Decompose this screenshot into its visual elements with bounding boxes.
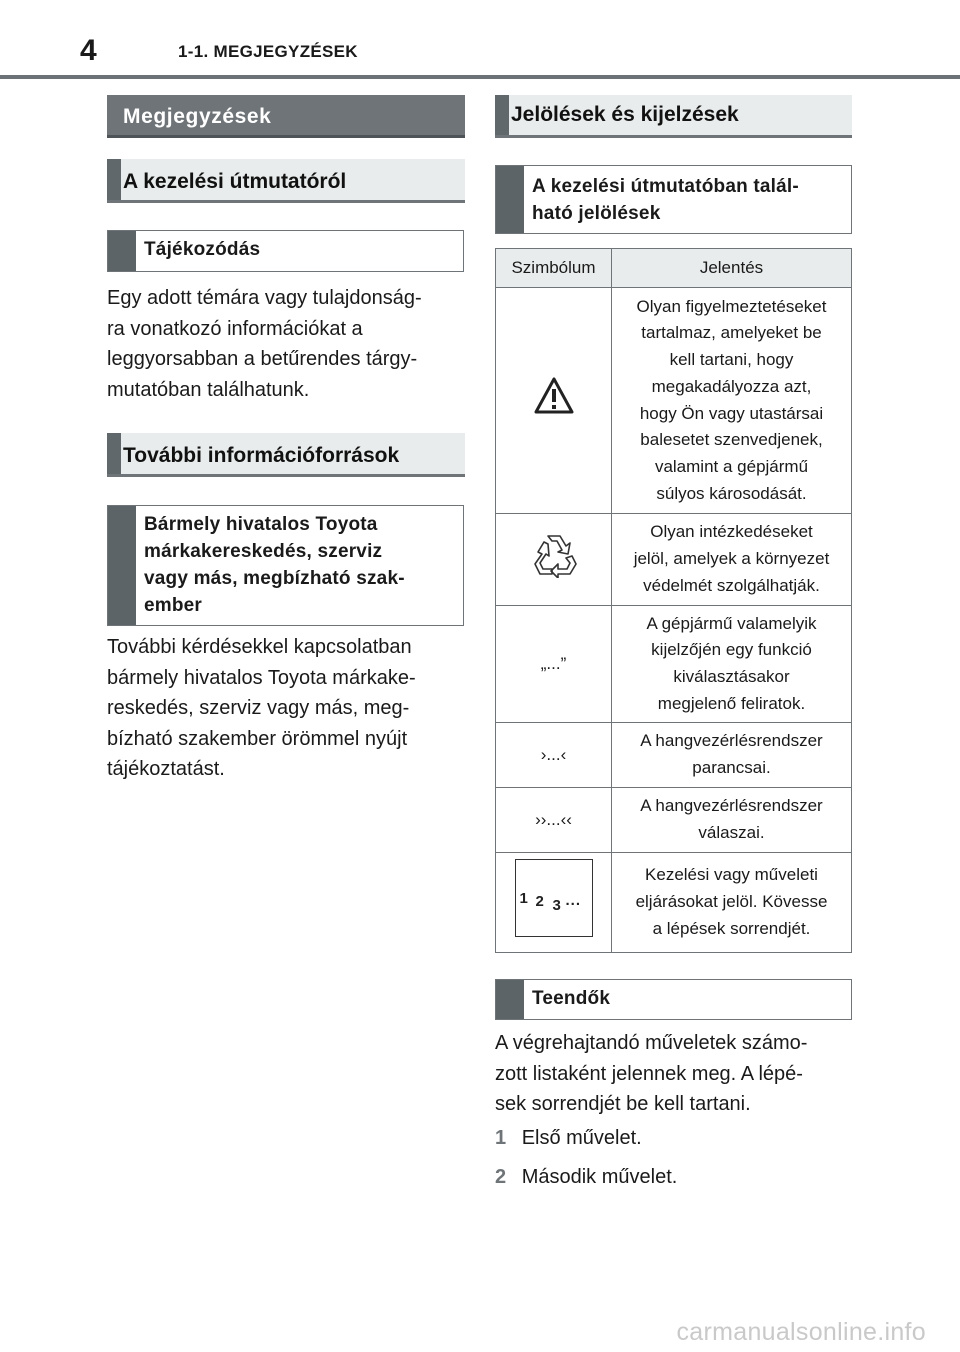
symbol-cell: „...” xyxy=(496,606,612,723)
text-line: kell tartani, hogy xyxy=(669,350,794,370)
watermark: carmanualsonline.info xyxy=(676,1318,926,1346)
text-line: jelöl, amelyek a környezet xyxy=(633,549,830,569)
symbol-cell: ››...‹‹ xyxy=(496,788,612,853)
step-text: Első művelet. xyxy=(521,1127,642,1149)
table-row xyxy=(496,288,852,514)
table-row xyxy=(496,853,852,953)
text-line: kijelzőjén egy funkció xyxy=(651,640,812,660)
meaning-cell xyxy=(612,788,852,853)
step-item xyxy=(495,1123,642,1154)
paragraph-dealer xyxy=(107,632,467,785)
text-line: kiválasztásakor xyxy=(673,667,790,686)
text-line: tájékoztatást. xyxy=(107,758,225,780)
table-header-row xyxy=(496,249,852,288)
text-line: megjelenő feliratok. xyxy=(657,693,806,713)
steps-icon xyxy=(515,859,593,937)
text-line: leggyorsabban a betűrendes tárgy- xyxy=(107,348,418,370)
text-line: zott listaként jelennek meg. A lépé- xyxy=(495,1062,803,1085)
symbol-cell xyxy=(496,853,612,953)
text-line: megakadályozza azt, xyxy=(651,376,812,396)
text-line: Bármely hivatalos Toyota xyxy=(144,514,378,535)
meaning-cell xyxy=(612,606,852,723)
step-glyph: 2 xyxy=(535,893,544,911)
chapter-title-symbols xyxy=(495,95,852,138)
text-line: ra vonatkozó információkat a xyxy=(107,317,363,340)
section-heading-sources xyxy=(107,433,465,477)
text-line: A gépjármű valamelyik xyxy=(646,613,817,633)
step-item xyxy=(495,1162,677,1193)
heading-accent-bar xyxy=(107,433,121,474)
box-accent-bar xyxy=(496,980,524,1019)
meaning-cell xyxy=(612,514,852,606)
section-heading-text: Jelölések és kijelzések xyxy=(511,103,739,126)
chapter-title: Megjegyzések xyxy=(107,95,465,138)
meaning-cell xyxy=(612,853,852,953)
step-number: 2 xyxy=(495,1166,507,1188)
text-line: tartalmaz, amelyeket be xyxy=(641,323,822,343)
meaning-cell xyxy=(612,288,852,514)
text-line: Olyan intézkedéseket xyxy=(650,522,813,542)
text-line: balesetet szenvedjenek, xyxy=(640,430,823,450)
subheading-text: Teendők xyxy=(532,988,611,1009)
subheading-text xyxy=(144,511,457,619)
subheading-text xyxy=(532,173,845,227)
table-row xyxy=(496,514,852,606)
subheading-text: Tájékozódás xyxy=(144,239,261,260)
meaning-cell xyxy=(612,723,852,788)
warning-triangle-icon xyxy=(534,377,574,415)
step-glyph: 1 xyxy=(519,890,528,908)
symbol-cell: ›...‹ xyxy=(496,723,612,788)
text-line: Egy adott témára vagy tulajdonság- xyxy=(107,287,422,309)
text-line: parancsai. xyxy=(692,758,771,777)
text-line: eljárásokat jelöl. Kövesse xyxy=(635,892,828,912)
column-header-symbol: Szimbólum xyxy=(496,249,612,288)
step-text: Második művelet. xyxy=(521,1166,678,1188)
box-accent-bar xyxy=(496,166,524,233)
paragraph-tasks xyxy=(495,1028,855,1120)
heading-accent-bar xyxy=(495,95,509,135)
text-line: sek sorrendjét be kell tartani. xyxy=(495,1093,751,1115)
table-row xyxy=(496,606,852,723)
heading-accent-bar xyxy=(107,159,121,200)
box-accent-bar xyxy=(108,231,136,271)
subheading-box-dealer xyxy=(107,505,464,626)
subheading-box-symbols xyxy=(495,165,852,234)
text-line: hogy Ön vagy utastársai xyxy=(639,403,824,423)
text-line: ember xyxy=(144,595,203,616)
text-line: bízható szakember örömmel nyújt xyxy=(107,727,408,750)
column-header-meaning: Jelentés xyxy=(612,249,852,288)
symbols-table xyxy=(495,248,852,953)
text-line: márkakereskedés, szerviz xyxy=(144,541,383,562)
subheading-box-tasks xyxy=(495,979,852,1020)
subheading-box-orientation xyxy=(107,230,464,272)
step-number: 1 xyxy=(495,1127,507,1149)
text-line: További kérdésekkel kapcsolatban xyxy=(107,636,412,658)
section-heading-manual xyxy=(107,159,465,203)
text-line: mutatóban találhatunk. xyxy=(107,378,310,401)
text-line: A kezelési útmutatóban talál- xyxy=(532,176,799,197)
page-number: 4 xyxy=(80,34,97,67)
text-line: A hangvezérlésrendszer xyxy=(640,731,823,751)
text-line: Olyan figyelmeztetéseket xyxy=(636,296,827,316)
text-line: bármely hivatalos Toyota márkake- xyxy=(107,666,416,689)
text-line: ható jelölések xyxy=(532,203,661,224)
header-divider xyxy=(0,75,960,79)
step-glyph: ... xyxy=(565,892,582,910)
text-line: A hangvezérlésrendszer xyxy=(640,796,823,816)
text-line: súlyos károsodását. xyxy=(656,483,807,503)
table-row xyxy=(496,788,852,853)
text-line: Kezelési vagy műveleti xyxy=(645,865,818,885)
table-row xyxy=(496,723,852,788)
section-heading-text: További információforrások xyxy=(123,444,400,467)
recycle-icon xyxy=(530,532,578,578)
text-line: védelmét szolgálhatják. xyxy=(643,575,820,595)
section-title: 1-1. MEGJEGYZÉSEK xyxy=(178,42,358,61)
text-line: válaszai. xyxy=(698,823,765,842)
step-glyph: 3 xyxy=(552,897,561,915)
text-line: reskedés, szerviz vagy más, meg- xyxy=(107,697,410,719)
symbol-cell xyxy=(496,514,612,606)
paragraph-orientation xyxy=(107,283,467,405)
box-accent-bar xyxy=(108,506,136,625)
text-line: A végrehajtandó műveletek számo- xyxy=(495,1032,808,1054)
symbol-cell xyxy=(496,288,612,514)
text-line: vagy más, megbízható szak- xyxy=(144,568,405,589)
section-heading-text: A kezelési útmutatóról xyxy=(123,170,347,193)
text-line: a lépések sorrendjét. xyxy=(652,918,811,938)
text-line: valamint a gépjármű xyxy=(654,456,809,476)
